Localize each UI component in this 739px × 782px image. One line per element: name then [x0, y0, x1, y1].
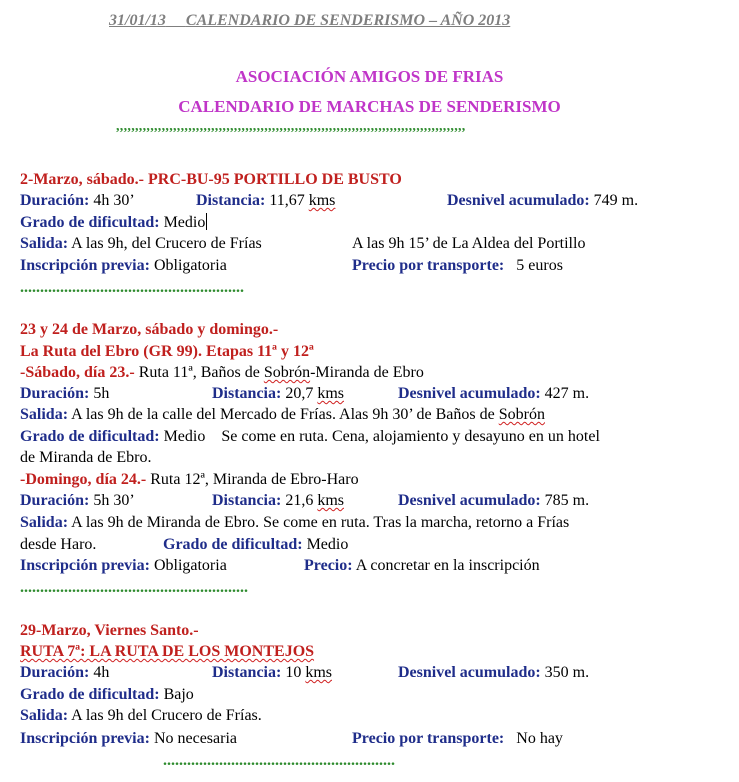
salida-label: Salida:: [20, 514, 69, 531]
saturday-route-a: Ruta 11ª, Baños de: [138, 364, 264, 381]
sat-salida-a: A las 9h de la calle del Mercado de Frías. Alas 9h 30’ de Baños de: [71, 406, 499, 423]
event-2-saturday: [20, 363, 424, 383]
salida-label: Salida:: [20, 707, 69, 724]
event-1-salida-1: A las 9h, del Crucero de Frías: [71, 235, 262, 252]
precio-label: Precio:: [304, 557, 353, 574]
event-2-sunday: [20, 470, 359, 490]
event-3-inscripcion-value: No necesaria: [153, 730, 237, 747]
sat-desnivel-value: 427 m.: [544, 385, 590, 402]
precio-transporte-label: Precio por transporte:: [352, 730, 505, 747]
sat-note-1: Se come en ruta. Cena, alojamiento y desayuno en un hotel: [221, 428, 600, 445]
saturday-label: -Sábado, día 23.-: [20, 364, 135, 381]
sun-grado-value: Medio: [306, 536, 349, 553]
sunday-label: -Domingo, día 24.-: [20, 471, 147, 488]
distance-label: Distancia:: [212, 492, 282, 509]
sat-salida-b: Sobrón: [498, 406, 545, 423]
event-2-sat-distance: [212, 384, 344, 404]
grado-label: Grado de dificultad:: [20, 686, 160, 703]
event-3-precio-value: No hay: [516, 730, 563, 747]
sun-distance-unit: kms: [317, 492, 344, 509]
event-1-title: 2-Marzo, sábado.- PRC-BU-95 PORTILLO DE BUSTO: [20, 171, 402, 188]
event-2-title-1: 23 y 24 de Marzo, sábado y domingo.-: [20, 321, 279, 338]
event-3-title-2: [20, 642, 314, 662]
desnivel-label: Desnivel acumulado:: [447, 192, 590, 209]
sat-distance-unit: kms: [317, 385, 344, 402]
grado-label: Grado de dificultad:: [163, 536, 303, 553]
duration-label: Duración:: [20, 492, 90, 509]
event-2-sun-duration: [20, 491, 135, 511]
event-3-distance-unit: kms: [305, 664, 332, 681]
event-3-desnivel-value: 350 m.: [544, 664, 590, 681]
event-1-stats: [20, 191, 135, 211]
sunday-route: Ruta 12ª, Miranda de Ebro-Haro: [150, 471, 359, 488]
event-2-sat-desnivel: [398, 384, 589, 404]
event-2-sat-duration: [20, 384, 109, 404]
event-3-inscripcion: [20, 729, 237, 749]
calendar-subtitle: CALENDARIO DE MARCHAS DE SENDERISMO: [178, 97, 561, 116]
desnivel-label: Desnivel acumulado:: [398, 664, 541, 681]
header-date: 31/01/13: [109, 12, 166, 29]
event-2-precio: [304, 556, 540, 576]
event-1-precio: [352, 256, 563, 276]
event-1-salida-2: A las 9h 15’ de La Aldea del Portillo: [352, 235, 586, 252]
event-1-duration: 4h 30’: [93, 192, 135, 209]
salida-label: Salida:: [20, 235, 69, 252]
event-3-duration: [20, 663, 109, 683]
event-1-desnivel-value: 749 m.: [593, 192, 639, 209]
event-2-sun-distance: [212, 491, 344, 511]
sun-distance-value: 21,6: [285, 492, 314, 509]
document-header: [109, 11, 510, 31]
event-2-precio-value: A concretar en la inscripción: [355, 557, 540, 574]
event-3-title-1: 29-Marzo, Viernes Santo.-: [20, 622, 199, 639]
association-name: ASOCIACIÓN AMIGOS DE FRIAS: [235, 67, 504, 86]
event-2-sun-grado: [163, 535, 348, 555]
distance-label: Distancia:: [196, 192, 266, 209]
event-1-grado-value: Medio: [163, 214, 206, 231]
event-3-grado-value: Bajo: [163, 686, 194, 703]
header-title: CALENDARIO DE SENDERISMO – AÑO 2013: [185, 12, 511, 29]
event-3-salida-value: A las 9h del Crucero de Frías.: [71, 707, 262, 724]
event-1-grado: [20, 213, 207, 233]
event-3-precio: [352, 729, 563, 749]
duration-label: Duración:: [20, 664, 90, 681]
event-2-sun-salida: [20, 513, 569, 533]
event-3-duration-value: 4h: [93, 664, 110, 681]
event-3-route-name: RUTA 7ª: LA RUTA DE LOS MONTEJOS: [20, 643, 315, 660]
saturday-route-b: Sobrón: [263, 364, 311, 381]
event-1-inscripcion-value: Obligatoria: [153, 257, 227, 274]
sat-distance-value: 20,7: [285, 385, 314, 402]
grado-label: Grado de dificultad:: [20, 214, 160, 231]
desnivel-label: Desnivel acumulado:: [398, 492, 541, 509]
event-2-sat-grado: [20, 427, 600, 447]
inscripcion-label: Inscripción previa:: [20, 257, 150, 274]
salida-label: Salida:: [20, 406, 69, 423]
event-1-separator: ........................................................: [20, 279, 244, 296]
sun-desnivel-value: 785 m.: [544, 492, 590, 509]
event-2-title-2: La Ruta del Ebro (GR 99). Etapas 11ª y 12ª: [20, 343, 314, 360]
desnivel-label: Desnivel acumulado:: [398, 385, 541, 402]
distance-label: Distancia:: [212, 664, 282, 681]
event-3-desnivel: [398, 663, 589, 683]
event-3-grado: [20, 685, 194, 705]
event-3-distance-value: 10: [285, 664, 302, 681]
text-cursor: [206, 213, 207, 230]
inscripcion-label: Inscripción previa:: [20, 557, 150, 574]
event-3-separator: ..........................................................: [163, 752, 395, 769]
sat-duration-value: 5h: [93, 385, 110, 402]
grado-label: Grado de dificultad:: [20, 428, 160, 445]
event-2-separator: .........................................................: [20, 579, 248, 596]
event-1-desnivel: [447, 191, 638, 211]
event-2-sat-salida: [20, 405, 545, 425]
sun-duration-value: 5h 30’: [93, 492, 135, 509]
comma-separator: ,,,,,,,,,,,,,,,,,,,,,,,,,,,,,,,,,,,,,,,,,,,,,,,,,,,,,,,,,,,,,,,,,,,,,,,,,,,,,,,,,,,,,,,,,,,,: [116, 119, 466, 134]
sat-note-2: de Miranda de Ebro.: [20, 449, 152, 466]
event-1-distance: [196, 191, 335, 211]
sun-salida-1: A las 9h de Miranda de Ebro. Se come en ruta. Tras la marcha, retorno a Frías: [71, 514, 570, 531]
distance-label: Distancia:: [212, 385, 282, 402]
event-1-distance-value: 11,67: [269, 192, 305, 209]
precio-transporte-label: Precio por transporte:: [352, 257, 505, 274]
saturday-route-c: -Miranda de Ebro: [310, 364, 424, 381]
event-1-distance-unit: kms: [308, 192, 336, 209]
event-1-inscripcion: [20, 256, 227, 276]
sun-salida-2: desde Haro.: [20, 536, 97, 553]
event-2-sun-desnivel: [398, 491, 589, 511]
inscripcion-label: Inscripción previa:: [20, 730, 150, 747]
event-3-distance: [212, 663, 332, 683]
event-1-salida: [20, 234, 262, 254]
event-2-inscripcion-value: Obligatoria: [153, 557, 227, 574]
sat-grado-value: Medio: [163, 428, 206, 445]
duration-label: Duración:: [20, 192, 90, 209]
event-3-salida: [20, 706, 262, 726]
event-2-inscripcion: [20, 556, 227, 576]
duration-label: Duración:: [20, 385, 90, 402]
event-1-precio-value: 5 euros: [516, 257, 563, 274]
